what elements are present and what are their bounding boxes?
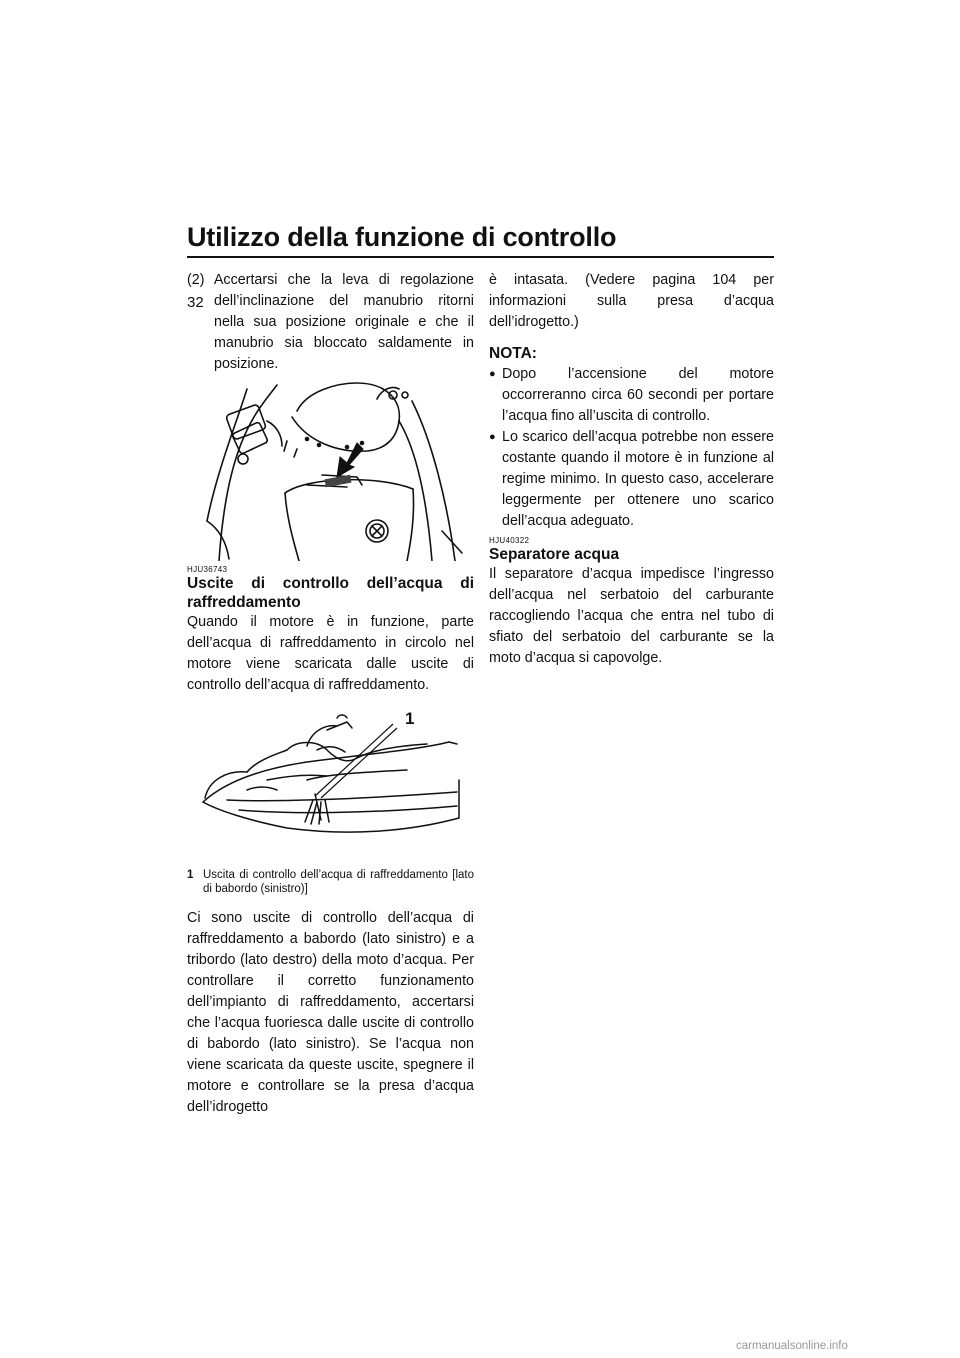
body-paragraph: Ci sono uscite di controllo dell’acqua di raffreddamento a babordo (lato sinistro) e a tribordo (lato destro) della moto d’acqua. Per controllare il corretto funzionamento dell’impianto di raffreddamento, accertarsi che l’acqua fuoriesca dalle uscite di controllo di babordo (lato sinistro). Se l’acqua non viene scaricata da queste uscite, spegnere il motore e controllare se la presa d’acqua dell’idrogetto [187,910,474,1115]
right-column [489,270,774,669]
section-body: Quando il motore è in funzione, parte dell’acqua di raffreddamento in circolo nel motore viene scaricata dalle uscite di controllo dell’acqua di raffreddamento. [187,614,474,693]
left-column [187,270,474,1118]
note-item [489,427,774,532]
figure-caption [187,868,474,896]
bullet-icon: ● [489,431,496,443]
caption-number: 1 [187,869,194,881]
watercraft-side-illustration [187,710,474,860]
page-number: 32 [187,294,204,311]
step-2-text: (2) Accertarsi che la leva di regolazione dell’inclinazione del manubrio ritorni nella sua posizione originale e che il manubrio sia bloccato saldamente in posizione. [187,272,474,372]
title-rule [187,256,774,258]
note-title: NOTA: [489,345,537,362]
note-item-text: Lo scarico dell’acqua potrebbe non essere costante quando il motore è in funzione al regime minimo. In questo caso, accelerare leggermente per ottenere uno scarico dell’acqua adeguato. [502,429,774,529]
caption-text: Uscita di controllo dell’acqua di raffreddamento [lato di babordo (sinistro)] [203,869,474,895]
bullet-icon: ● [489,368,496,380]
section-code: HJU40322 [489,536,530,545]
note-item [489,364,774,427]
handlebar-lock-illustration [187,381,474,561]
page-title: Utilizzo della funzione di controllo [187,222,617,252]
section-heading-water-separator: Separatore acqua [489,546,620,563]
section-body: Il separatore d’acqua impedisce l’ingresso dell’acqua nel serbatoio del carburante raccogliendo l’acqua che entra nel tubo di sfiato del serbatoio del carburante se la moto d’acqua si capovolge. [489,566,774,666]
continuation-text: è intasata. (Vedere pagina 104 per informazioni sulla presa d’acqua dell’idrogetto.) [489,272,774,330]
section-heading-cooling-outlets: Uscite di controllo dell’acqua di raffreddamento [187,575,474,611]
note-item-text: Dopo l’accensione del motore occorreranno circa 60 secondi per portare l’acqua fino all’uscita di controllo. [502,366,774,424]
section-code: HJU36743 [187,565,228,574]
watermark: carmanualsonline.info [736,1340,848,1352]
figure-callout-number: 1 [405,710,415,728]
